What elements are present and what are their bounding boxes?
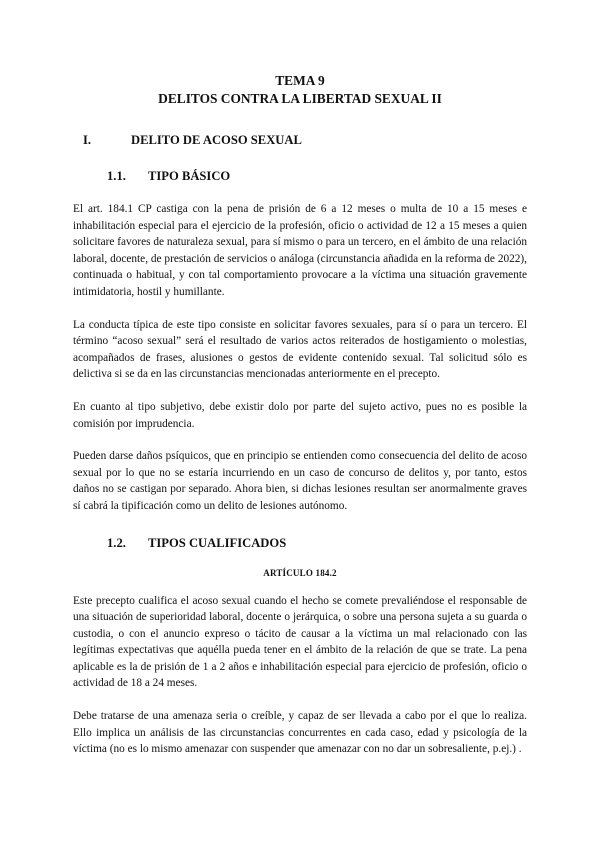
article-heading: ARTÍCULO 184.2 bbox=[263, 567, 337, 578]
paragraph: Este precepto cualifica el acoso sexual cuando el hecho se comete prevaliéndose el responsable de una situación de superioridad laboral, docente o jerárquica, o sobre una persona sujeta a su guarda o custodia, o con el anuncio expreso o tácito de causar a la víctima un mal relacionado con las legítimas expectativas que aquélla pueda tener en el ámbito de la relación de que se trate. La pena aplicable es la de prisión de 1 a 2 años e inhabilitación especial para ejercicio de profesión, oficio o actividad de 18 a 24 meses. bbox=[73, 594, 527, 690]
subsection-number: 1.1. bbox=[107, 169, 126, 183]
document-title-line-2: DELITOS CONTRA LA LIBERTAD SEXUAL II bbox=[158, 91, 442, 106]
subsection-title: TIPOS CUALIFICADOS bbox=[148, 535, 287, 550]
document-title-line-1: TEMA 9 bbox=[275, 73, 325, 88]
section-heading bbox=[83, 132, 527, 148]
subsection-heading-1-2 bbox=[107, 535, 527, 551]
subsection-heading-1-1 bbox=[107, 168, 527, 184]
subsection-number: 1.2. bbox=[107, 535, 126, 550]
subsection-title: TIPO BÁSICO bbox=[148, 169, 231, 183]
paragraph: Debe tratarse de una amenaza seria o creíble, y capaz de ser llevada a cabo por el que lo realiza. Ello implica un análisis de las circunstancias concurrentes en cada caso, edad y psicología de la víctima (no es lo mismo amenazar con suspender que amenazar con no dar un sobresaliente, p.ej.) . bbox=[73, 710, 527, 756]
paragraph: Pueden darse daños psíquicos, que en principio se entienden como consecuencia del delito de acoso sexual por lo que no se estaría incurriendo en un caso de concurso de delitos y, por tanto, estos daños no se castigan por separado. Ahora bien, si dichas lesiones resultan ser anormalmente graves sí cabrá la tipificación como un delito de lesiones autónomo. bbox=[73, 450, 527, 512]
paragraph: El art. 184.1 CP castiga con la pena de prisión de 6 a 12 meses o multa de 10 a 15 meses e inhabilitación especial para el ejercicio de la profesión, oficio o actividad de 12 a 15 meses a quien solicitare favores de naturaleza sexual, para sí mismo o para un tercero, en el ámbito de una relación laboral, docente, de prestación de servicios o análoga (circunstancia añadida en la reforma de 2022), continuada o habitual, y con tal comportamiento provocare a la víctima una situación gravemente intimidatoria, hostil y humillante. bbox=[73, 203, 527, 298]
paragraph: En cuanto al tipo subjetivo, debe existir dolo por parte del sujeto activo, pues no es posible la comisión por imprudencia. bbox=[73, 400, 527, 430]
section-number: I. bbox=[83, 133, 92, 147]
paragraph: La conducta típica de este tipo consiste en solicitar favores sexuales, para sí o para un tercero. El término “acoso sexual” será el resultado de varios actos reiterados de hostigamiento o molestias, acompañados de frases, alusiones o gestos de evidente contenido sexual. Tal solicitud sólo es delictiva si se da en las circunstancias mencionadas anteriormente en el precepto. bbox=[73, 318, 527, 381]
section-title: DELITO DE ACOSO SEXUAL bbox=[131, 133, 302, 147]
